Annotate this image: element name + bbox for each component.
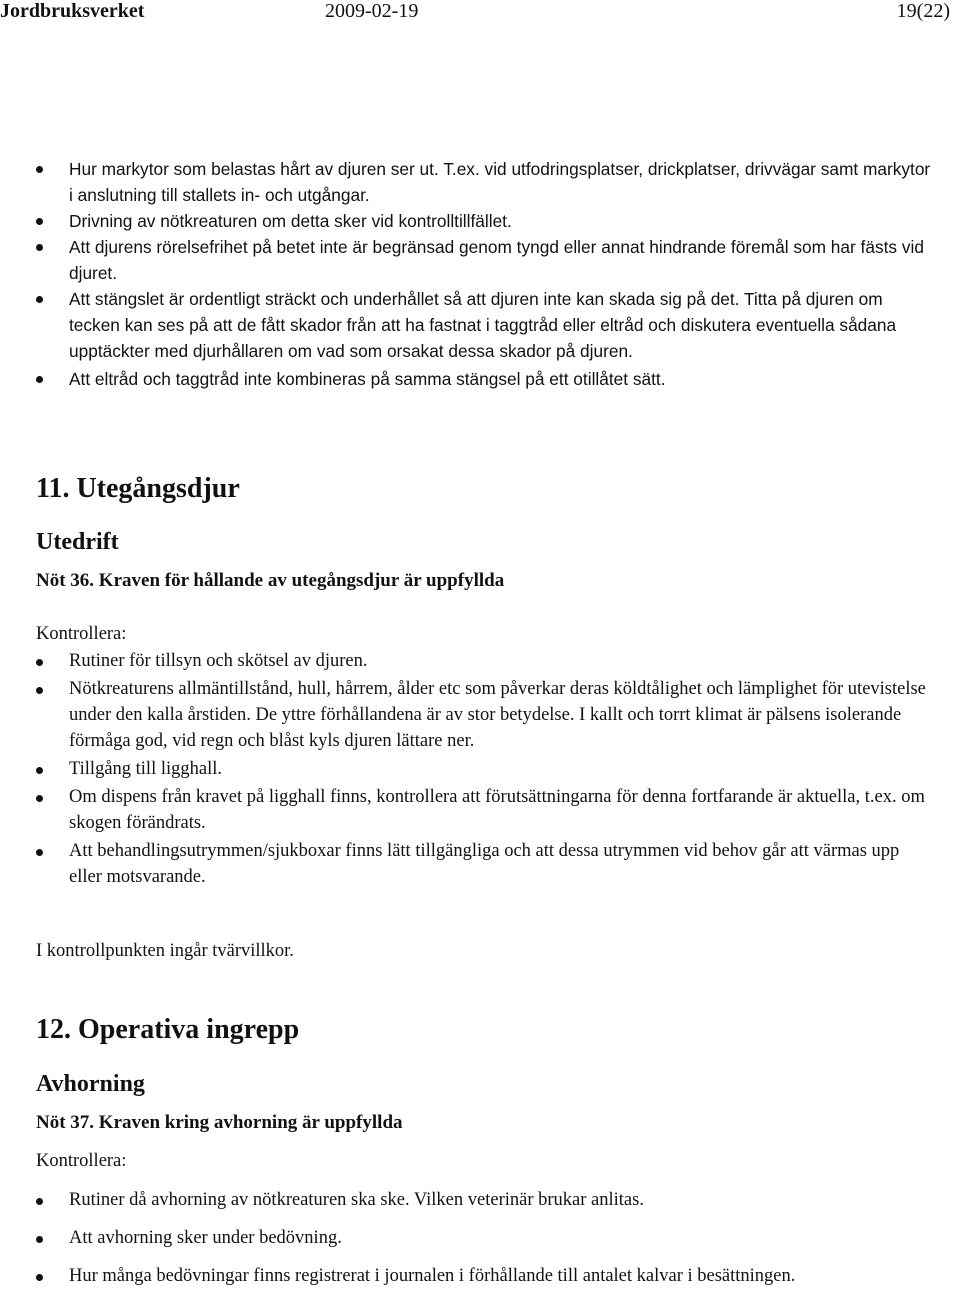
- bullet-icon: [36, 659, 43, 666]
- section-11-subtitle-wrap: [36, 527, 936, 557]
- bullet-icon: [36, 166, 43, 173]
- list-item: Rutiner för tillsyn och skötsel av djuren.: [36, 648, 936, 674]
- bullet-icon: [36, 687, 43, 694]
- list-item: Att djurens rörelsefrihet på betet inte är begränsad genom tyngd eller annat hindrande föremål som har fästs vid djuret.: [36, 234, 936, 286]
- list-item: Rutiner då avhorning av nötkreaturen ska ske. Vilken veterinär brukar anlitas.: [36, 1187, 936, 1213]
- list-item: Hur många bedövningar finns registrerat i journalen i förhållande till antalet kalvar i besättningen.: [36, 1263, 936, 1289]
- list-item: Att eltråd och taggtråd inte kombineras på samma stängsel på ett otillåtet sätt.: [36, 366, 936, 392]
- list-item: Att avhorning sker under bedövning.: [36, 1225, 936, 1251]
- section-11: [36, 472, 936, 506]
- section-11-title: 11. Utegångsdjur: [36, 473, 240, 504]
- list-item: Att stängslet är ordentligt sträckt och underhållet så att djuren inte kan skada sig på det. Titta på djuren om tecken kan ses på att de fått skador från att ha fastnat i taggtråd eller eltråd och diskutera eventuella sådana upptäckter med djurhållaren om vad som orsakat dessa skador på djuren.: [36, 286, 936, 364]
- bullet-icon: [36, 218, 43, 225]
- section-12-requirement: Nöt 37. Kraven kring avhorning är uppfyllda: [36, 1112, 403, 1133]
- bullet-icon: [36, 1198, 43, 1205]
- bullet-icon: [36, 296, 43, 303]
- section-11-note-wrap: [36, 938, 936, 964]
- bullet-icon: [36, 376, 43, 383]
- list-item: Nötkreaturens allmäntillstånd, hull, hårrem, ålder etc som påverkar deras köldtålighet och lämplighet för utevistelse under den kalla årstiden. De yttre förhållandena är av stor betydelse. I kallt och torrt klimat är pälsens isolerande förmåga god, vid regn och blåst kyls djuren lättare ner.: [36, 676, 936, 754]
- section-12-requirement-wrap: [36, 1110, 936, 1136]
- list-item: Tillgång till ligghall.: [36, 756, 936, 782]
- section-12: [36, 1013, 936, 1047]
- section-11-list: [36, 648, 936, 890]
- header-org: Jordbruksverket: [0, 0, 145, 22]
- section-11-note: I kontrollpunkten ingår tvärvillkor.: [36, 941, 294, 961]
- section-11-subtitle: Utedrift: [36, 529, 119, 555]
- bullet-icon: [36, 244, 43, 251]
- bullet-icon: [36, 1236, 43, 1243]
- list-item: Att behandlingsutrymmen/sjukboxar finns lätt tillgängliga och att dessa utrymmen vid behov går att värmas upp eller motsvarande.: [36, 838, 936, 890]
- section-11-check-wrap: [36, 621, 936, 647]
- prev-section-list: [36, 156, 936, 392]
- list-item: Om dispens från kravet på ligghall finns, kontrollera att förutsättningarna för denna fortfarande är aktuella, t.ex. om skogen förändrats.: [36, 784, 936, 836]
- bullet-icon: [36, 1274, 43, 1281]
- page-header: [0, 0, 960, 22]
- bullet-icon: [36, 795, 43, 802]
- list-item: Drivning av nötkreaturen om detta sker vid kontrolltillfället.: [36, 208, 936, 234]
- header-date: 2009-02-19: [325, 0, 419, 22]
- header-page-number: 19(22): [896, 0, 950, 22]
- bullet-icon: [36, 849, 43, 856]
- section-12-list: [36, 1187, 936, 1289]
- section-12-title: 12. Operativa ingrepp: [36, 1014, 300, 1045]
- section-12-subtitle-wrap: [36, 1069, 936, 1099]
- section-12-check-wrap: [36, 1148, 936, 1174]
- section-12-subtitle: Avhorning: [36, 1071, 145, 1097]
- section-11-requirement: Nöt 36. Kraven för hållande av utegångsdjur är uppfyllda: [36, 570, 505, 591]
- bullet-icon: [36, 767, 43, 774]
- section-11-check-label: Kontrollera:: [36, 624, 127, 644]
- section-11-requirement-wrap: [36, 568, 936, 594]
- list-item: Hur markytor som belastas hårt av djuren ser ut. T.ex. vid utfodringsplatser, drickplatser, drivvägar samt markytor i anslutning till stallets in- och utgångar.: [36, 156, 936, 208]
- section-12-check-label: Kontrollera:: [36, 1151, 127, 1171]
